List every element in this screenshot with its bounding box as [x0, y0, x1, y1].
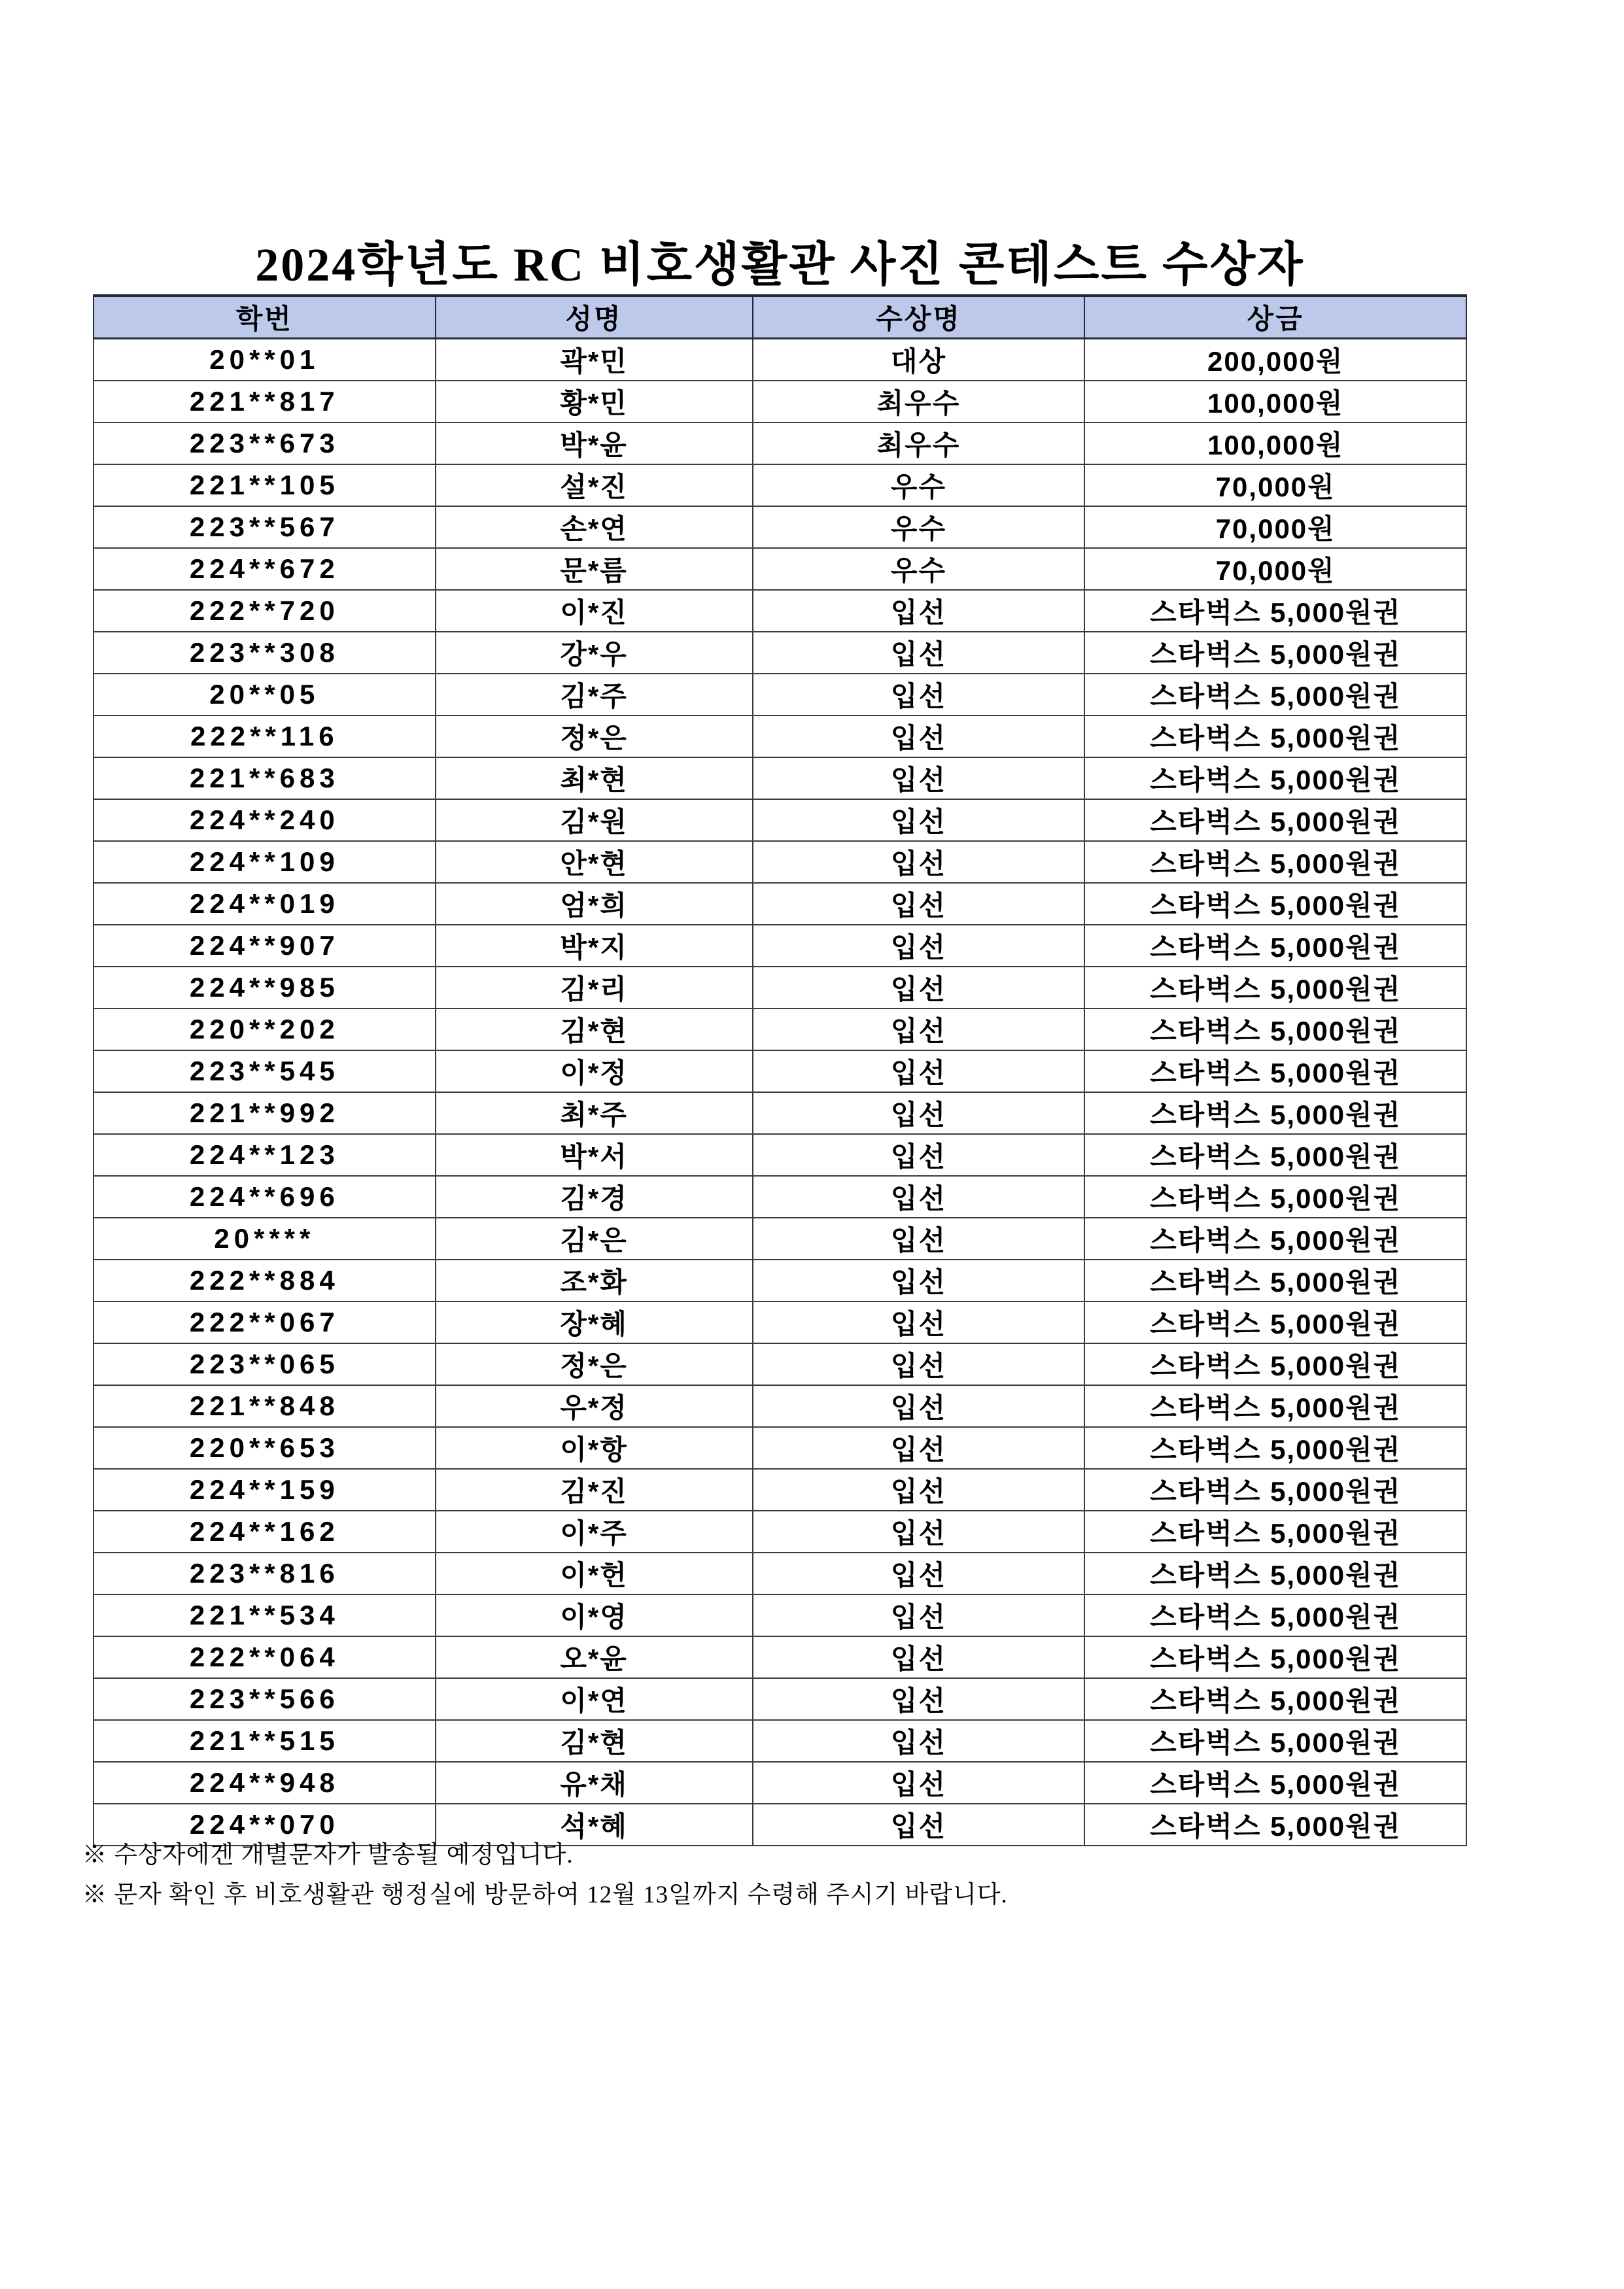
student-id-cell: 221**817 — [94, 381, 436, 422]
prize-cell: 70,000원 — [1084, 548, 1466, 590]
name-cell: 오*윤 — [436, 1636, 753, 1678]
header-row — [94, 296, 1466, 339]
name-cell: 정*은 — [436, 715, 753, 757]
student-id-cell: 221**848 — [94, 1385, 436, 1427]
name-cell: 엄*희 — [436, 883, 753, 925]
prize-cell: 스타벅스 5,000원권 — [1084, 1804, 1466, 1846]
student-id-cell: 224**019 — [94, 883, 436, 925]
table-row — [94, 1636, 1466, 1678]
student-id-cell: 224**162 — [94, 1511, 436, 1553]
footnote-sms: ※ 수상자에겐 개별문자가 발송될 예정입니다. — [82, 1842, 574, 1868]
prize-cell: 스타벅스 5,000원권 — [1084, 1176, 1466, 1218]
table-row — [94, 1762, 1466, 1804]
student-id-cell: 222**116 — [94, 715, 436, 757]
prize-cell: 스타벅스 5,000원권 — [1084, 1553, 1466, 1594]
prize-cell: 스타벅스 5,000원권 — [1084, 1427, 1466, 1469]
table-row — [94, 1343, 1466, 1385]
name-cell: 김*리 — [436, 967, 753, 1008]
name-cell: 이*영 — [436, 1594, 753, 1636]
student-id-cell: 223**673 — [94, 422, 436, 464]
award-cell: 최우수 — [753, 422, 1085, 464]
name-cell: 최*주 — [436, 1092, 753, 1134]
prize-cell: 스타벅스 5,000원권 — [1084, 1720, 1466, 1762]
table-row — [94, 548, 1466, 590]
name-cell: 최*현 — [436, 757, 753, 799]
award-cell: 입선 — [753, 715, 1085, 757]
name-cell: 이*헌 — [436, 1553, 753, 1594]
award-cell: 입선 — [753, 1553, 1085, 1594]
table-row — [94, 632, 1466, 674]
table-row — [94, 1427, 1466, 1469]
student-id-cell: 224**159 — [94, 1469, 436, 1511]
table-row — [94, 883, 1466, 925]
name-cell: 박*서 — [436, 1134, 753, 1176]
student-id-cell: 220**202 — [94, 1008, 436, 1050]
award-cell: 입선 — [753, 1678, 1085, 1720]
student-id-cell: 224**240 — [94, 799, 436, 841]
award-cell: 입선 — [753, 674, 1085, 715]
winners-table — [93, 294, 1467, 1846]
table-row — [94, 757, 1466, 799]
student-id-cell: 20**** — [94, 1218, 436, 1260]
student-id-cell: 20**01 — [94, 339, 436, 381]
student-id-cell: 20**05 — [94, 674, 436, 715]
table-row — [94, 506, 1466, 548]
table-row — [94, 1385, 1466, 1427]
table-row — [94, 381, 1466, 422]
prize-cell: 스타벅스 5,000원권 — [1084, 1511, 1466, 1553]
student-id-cell: 222**720 — [94, 590, 436, 632]
name-cell: 김*현 — [436, 1720, 753, 1762]
student-id-cell: 223**545 — [94, 1050, 436, 1092]
name-cell: 이*연 — [436, 1678, 753, 1720]
student-id-cell: 224**948 — [94, 1762, 436, 1804]
award-cell: 입선 — [753, 1636, 1085, 1678]
student-id-cell: 221**683 — [94, 757, 436, 799]
award-cell: 입선 — [753, 632, 1085, 674]
student-id-cell: 221**534 — [94, 1594, 436, 1636]
prize-cell: 스타벅스 5,000원권 — [1084, 1092, 1466, 1134]
prize-cell: 스타벅스 5,000원권 — [1084, 1260, 1466, 1301]
award-cell: 대상 — [753, 339, 1085, 381]
award-cell: 입선 — [753, 1176, 1085, 1218]
student-id-cell: 224**123 — [94, 1134, 436, 1176]
name-cell: 이*정 — [436, 1050, 753, 1092]
award-cell: 입선 — [753, 1218, 1085, 1260]
award-cell: 우수 — [753, 464, 1085, 506]
prize-cell: 스타벅스 5,000원권 — [1084, 1636, 1466, 1678]
name-cell: 김*주 — [436, 674, 753, 715]
table-row — [94, 967, 1466, 1008]
award-cell: 입선 — [753, 1594, 1085, 1636]
student-id-cell: 223**566 — [94, 1678, 436, 1720]
award-cell: 입선 — [753, 1050, 1085, 1092]
table-row — [94, 1218, 1466, 1260]
award-cell: 입선 — [753, 1762, 1085, 1804]
name-cell: 이*진 — [436, 590, 753, 632]
student-id-cell: 222**884 — [94, 1260, 436, 1301]
award-cell: 입선 — [753, 1301, 1085, 1343]
table-row — [94, 1594, 1466, 1636]
award-cell: 입선 — [753, 1343, 1085, 1385]
prize-cell: 100,000원 — [1084, 422, 1466, 464]
award-cell: 입선 — [753, 757, 1085, 799]
table-row — [94, 1134, 1466, 1176]
table-row — [94, 1092, 1466, 1134]
prize-cell: 200,000원 — [1084, 339, 1466, 381]
award-cell: 입선 — [753, 841, 1085, 883]
prize-cell: 스타벅스 5,000원권 — [1084, 799, 1466, 841]
name-cell: 석*혜 — [436, 1804, 753, 1846]
award-cell: 입선 — [753, 590, 1085, 632]
prize-cell: 스타벅스 5,000원권 — [1084, 1594, 1466, 1636]
name-cell: 손*연 — [436, 506, 753, 548]
table-row — [94, 1050, 1466, 1092]
student-id-cell: 221**992 — [94, 1092, 436, 1134]
award-cell: 입선 — [753, 967, 1085, 1008]
award-cell: 입선 — [753, 1469, 1085, 1511]
table-row — [94, 674, 1466, 715]
table-row — [94, 1511, 1466, 1553]
award-cell: 입선 — [753, 883, 1085, 925]
prize-cell: 스타벅스 5,000원권 — [1084, 841, 1466, 883]
name-cell: 설*진 — [436, 464, 753, 506]
award-cell: 입선 — [753, 1511, 1085, 1553]
column-header-student-id: 학번 — [94, 296, 436, 339]
name-cell: 박*윤 — [436, 422, 753, 464]
table-row — [94, 590, 1466, 632]
table-row — [94, 925, 1466, 967]
prize-cell: 스타벅스 5,000원권 — [1084, 1301, 1466, 1343]
award-cell: 입선 — [753, 1720, 1085, 1762]
column-header-award: 수상명 — [753, 296, 1085, 339]
table-row — [94, 1553, 1466, 1594]
award-cell: 우수 — [753, 548, 1085, 590]
student-id-cell: 221**515 — [94, 1720, 436, 1762]
award-cell: 입선 — [753, 1134, 1085, 1176]
prize-cell: 스타벅스 5,000원권 — [1084, 1134, 1466, 1176]
name-cell: 이*항 — [436, 1427, 753, 1469]
student-id-cell: 223**308 — [94, 632, 436, 674]
prize-cell: 스타벅스 5,000원권 — [1084, 632, 1466, 674]
table-row — [94, 1720, 1466, 1762]
table-row — [94, 1301, 1466, 1343]
name-cell: 조*화 — [436, 1260, 753, 1301]
award-cell: 입선 — [753, 1260, 1085, 1301]
student-id-cell: 222**064 — [94, 1636, 436, 1678]
prize-cell: 스타벅스 5,000원권 — [1084, 967, 1466, 1008]
name-cell: 박*지 — [436, 925, 753, 967]
prize-cell: 70,000원 — [1084, 506, 1466, 548]
footnotes — [82, 1835, 1534, 1915]
table-header — [94, 296, 1466, 339]
prize-cell: 스타벅스 5,000원권 — [1084, 674, 1466, 715]
page-title: 2024학년도 RC 비호생활관 사진 콘테스트 수상자 — [255, 239, 1305, 291]
name-cell: 김*경 — [436, 1176, 753, 1218]
award-cell: 입선 — [753, 1385, 1085, 1427]
award-cell: 입선 — [753, 799, 1085, 841]
award-cell: 입선 — [753, 1008, 1085, 1050]
prize-cell: 스타벅스 5,000원권 — [1084, 925, 1466, 967]
student-id-cell: 223**065 — [94, 1343, 436, 1385]
student-id-cell: 224**672 — [94, 548, 436, 590]
table-row — [94, 799, 1466, 841]
name-cell: 우*정 — [436, 1385, 753, 1427]
prize-cell: 스타벅스 5,000원권 — [1084, 1343, 1466, 1385]
name-cell: 장*혜 — [436, 1301, 753, 1343]
student-id-cell: 223**816 — [94, 1553, 436, 1594]
prize-cell: 스타벅스 5,000원권 — [1084, 1762, 1466, 1804]
student-id-cell: 224**109 — [94, 841, 436, 883]
name-cell: 이*주 — [436, 1511, 753, 1553]
student-id-cell: 224**696 — [94, 1176, 436, 1218]
prize-cell: 100,000원 — [1084, 381, 1466, 422]
prize-cell: 스타벅스 5,000원권 — [1084, 1008, 1466, 1050]
prize-cell: 스타벅스 5,000원권 — [1084, 1385, 1466, 1427]
prize-cell: 스타벅스 5,000원권 — [1084, 1218, 1466, 1260]
student-id-cell: 221**105 — [94, 464, 436, 506]
name-cell: 곽*민 — [436, 339, 753, 381]
prize-cell: 70,000원 — [1084, 464, 1466, 506]
award-cell: 입선 — [753, 1804, 1085, 1846]
prize-cell: 스타벅스 5,000원권 — [1084, 757, 1466, 799]
award-cell: 입선 — [753, 1427, 1085, 1469]
table-row — [94, 1176, 1466, 1218]
table-row — [94, 1008, 1466, 1050]
prize-cell: 스타벅스 5,000원권 — [1084, 590, 1466, 632]
table-row — [94, 1469, 1466, 1511]
award-cell: 입선 — [753, 1092, 1085, 1134]
table-row — [94, 464, 1466, 506]
winners-table-body — [94, 339, 1466, 1846]
column-header-prize: 상금 — [1084, 296, 1466, 339]
award-cell: 입선 — [753, 925, 1085, 967]
prize-cell: 스타벅스 5,000원권 — [1084, 715, 1466, 757]
table-row — [94, 715, 1466, 757]
table-row — [94, 841, 1466, 883]
student-id-cell: 220**653 — [94, 1427, 436, 1469]
table-row — [94, 1678, 1466, 1720]
award-cell: 최우수 — [753, 381, 1085, 422]
table-row — [94, 339, 1466, 381]
table-row — [94, 1260, 1466, 1301]
name-cell: 김*진 — [436, 1469, 753, 1511]
student-id-cell: 224**070 — [94, 1804, 436, 1846]
name-cell: 황*민 — [436, 381, 753, 422]
name-cell: 유*채 — [436, 1762, 753, 1804]
prize-cell: 스타벅스 5,000원권 — [1084, 1050, 1466, 1092]
footnote-pickup: ※ 문자 확인 후 비호생활관 행정실에 방문하여 12월 13일까지 수령해 주시기 바랍니다. — [82, 1882, 1008, 1908]
name-cell: 김*현 — [436, 1008, 753, 1050]
table-row — [94, 422, 1466, 464]
award-cell: 우수 — [753, 506, 1085, 548]
prize-cell: 스타벅스 5,000원권 — [1084, 1469, 1466, 1511]
name-cell: 문*름 — [436, 548, 753, 590]
name-cell: 김*원 — [436, 799, 753, 841]
name-cell: 정*은 — [436, 1343, 753, 1385]
name-cell: 김*은 — [436, 1218, 753, 1260]
name-cell: 안*현 — [436, 841, 753, 883]
column-header-name: 성명 — [436, 296, 753, 339]
name-cell: 강*우 — [436, 632, 753, 674]
student-id-cell: 222**067 — [94, 1301, 436, 1343]
student-id-cell: 224**985 — [94, 967, 436, 1008]
prize-cell: 스타벅스 5,000원권 — [1084, 1678, 1466, 1720]
prize-cell: 스타벅스 5,000원권 — [1084, 883, 1466, 925]
student-id-cell: 224**907 — [94, 925, 436, 967]
student-id-cell: 223**567 — [94, 506, 436, 548]
